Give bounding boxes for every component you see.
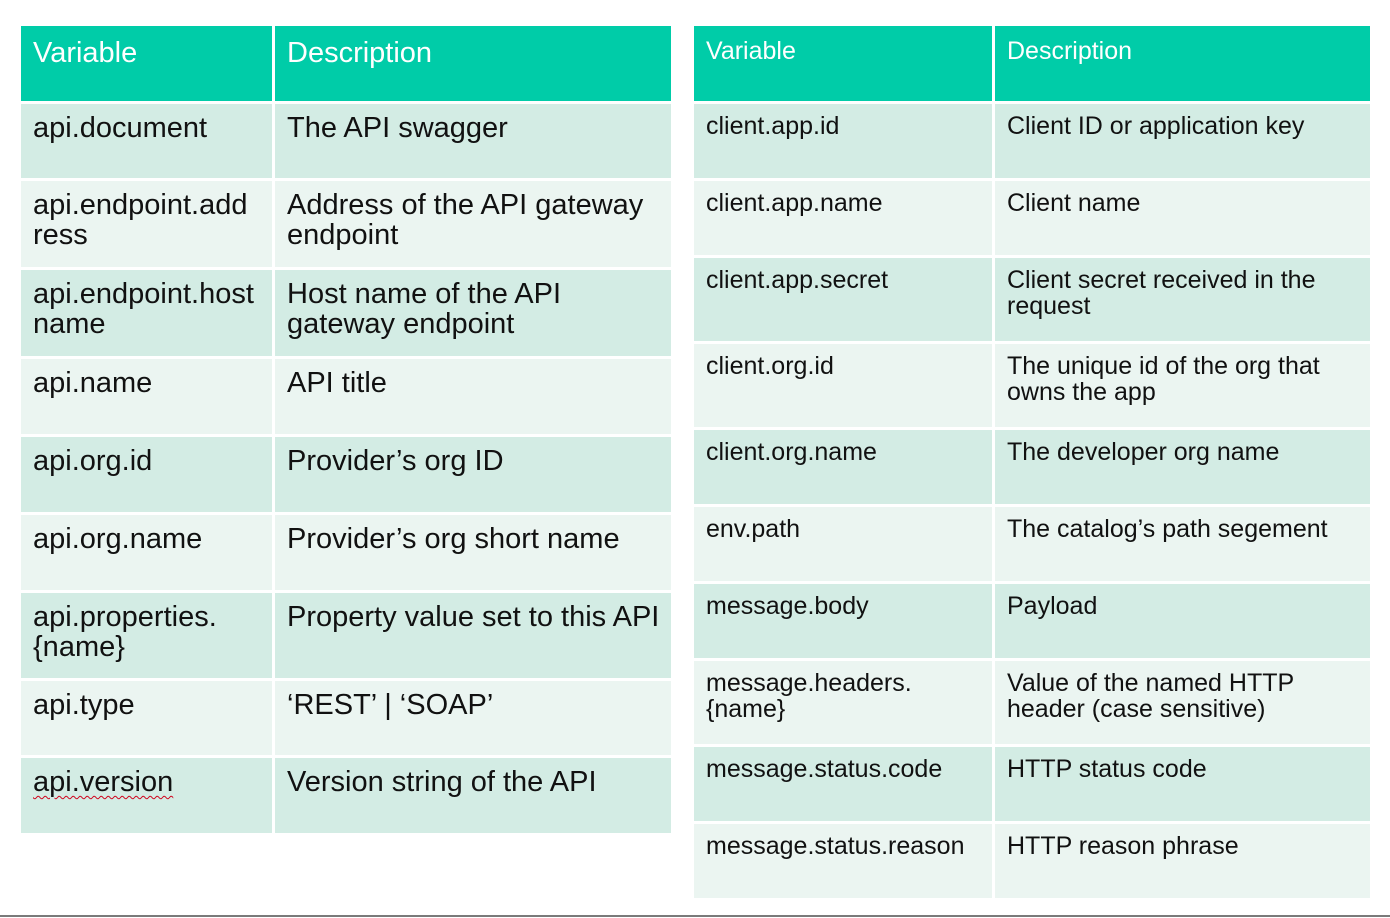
table-row bbox=[20, 757, 673, 835]
description-cell: The developer org name bbox=[994, 429, 1372, 506]
description-cell: API title bbox=[274, 358, 673, 436]
variable-cell: client.app.name bbox=[693, 180, 994, 257]
variable-cell: api.document bbox=[20, 103, 274, 180]
description-cell: Version string of the API bbox=[274, 757, 673, 835]
table-row bbox=[20, 680, 673, 757]
client-message-variables-table bbox=[691, 23, 1373, 901]
variable-cell: api.endpoint.add ress bbox=[20, 180, 274, 269]
table-row bbox=[693, 429, 1372, 506]
variable-cell: message.body bbox=[693, 583, 994, 660]
description-cell: The unique id of the org that owns the app bbox=[994, 343, 1372, 429]
description-cell: Value of the named HTTP header (case sensitive) bbox=[994, 660, 1372, 746]
table-row bbox=[20, 180, 673, 269]
table-row bbox=[693, 257, 1372, 343]
description-cell: Client name bbox=[994, 180, 1372, 257]
table-row bbox=[693, 583, 1372, 660]
variable-header: Variable bbox=[693, 25, 994, 103]
description-cell: HTTP status code bbox=[994, 746, 1372, 823]
variable-cell: api.endpoint.host name bbox=[20, 269, 274, 358]
table-row bbox=[20, 269, 673, 358]
variable-cell bbox=[20, 757, 274, 835]
header-row bbox=[693, 25, 1372, 103]
variable-cell: api.properties.{name} bbox=[20, 592, 274, 680]
variable-cell: env.path bbox=[693, 506, 994, 583]
description-cell: HTTP reason phrase bbox=[994, 823, 1372, 900]
variable-cell: api.name bbox=[20, 358, 274, 436]
table-row bbox=[693, 746, 1372, 823]
description-header: Description bbox=[274, 25, 673, 103]
description-header: Description bbox=[994, 25, 1372, 103]
bottom-divider bbox=[0, 915, 1390, 917]
description-cell: Payload bbox=[994, 583, 1372, 660]
variable-cell: message.status.reason bbox=[693, 823, 994, 900]
table-row bbox=[20, 358, 673, 436]
description-cell: Address of the API gateway endpoint bbox=[274, 180, 673, 269]
variable-cell: api.org.name bbox=[20, 514, 274, 592]
table-row bbox=[693, 343, 1372, 429]
description-cell: The catalog’s path segement bbox=[994, 506, 1372, 583]
table-row bbox=[20, 436, 673, 514]
spellcheck-flagged-text: api.version bbox=[33, 766, 174, 798]
header-row bbox=[20, 25, 673, 103]
description-cell: Provider’s org ID bbox=[274, 436, 673, 514]
variable-cell: client.org.id bbox=[693, 343, 994, 429]
variable-cell: api.type bbox=[20, 680, 274, 757]
variable-cell: message.headers.{name} bbox=[693, 660, 994, 746]
variable-cell: message.status.code bbox=[693, 746, 994, 823]
description-cell: Host name of the API gateway endpoint bbox=[274, 269, 673, 358]
description-cell: Client ID or application key bbox=[994, 103, 1372, 180]
api-variables-table bbox=[18, 23, 674, 836]
table-row bbox=[693, 660, 1372, 746]
table-row bbox=[20, 592, 673, 680]
table-row bbox=[693, 103, 1372, 180]
variable-cell: api.org.id bbox=[20, 436, 274, 514]
description-cell: Client secret received in the request bbox=[994, 257, 1372, 343]
variable-cell: client.app.secret bbox=[693, 257, 994, 343]
description-cell: Provider’s org short name bbox=[274, 514, 673, 592]
table-row bbox=[20, 103, 673, 180]
variable-cell: client.org.name bbox=[693, 429, 994, 506]
variable-header: Variable bbox=[20, 25, 274, 103]
table-row bbox=[693, 506, 1372, 583]
variable-cell: client.app.id bbox=[693, 103, 994, 180]
table-row bbox=[20, 514, 673, 592]
table-row bbox=[693, 180, 1372, 257]
description-cell: The API swagger bbox=[274, 103, 673, 180]
table-row bbox=[693, 823, 1372, 900]
description-cell: Property value set to this API bbox=[274, 592, 673, 680]
description-cell: ‘REST’ | ‘SOAP’ bbox=[274, 680, 673, 757]
